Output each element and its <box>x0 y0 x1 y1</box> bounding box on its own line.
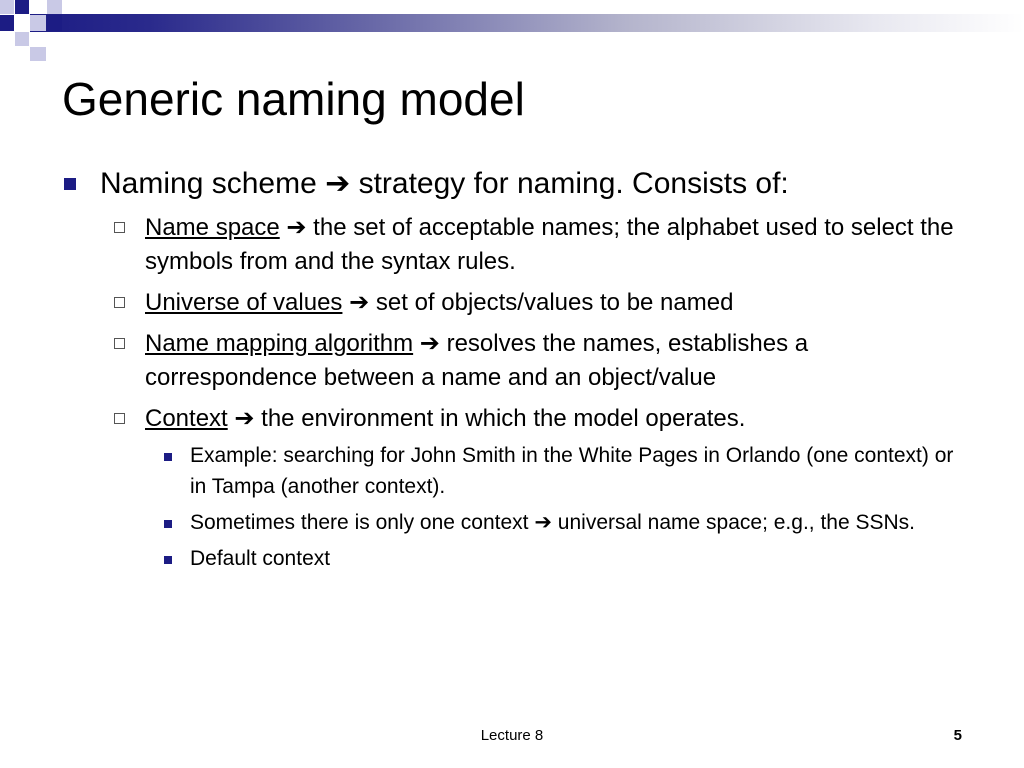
decor-square <box>15 0 29 14</box>
bullet-level3 <box>190 440 964 502</box>
small-square-bullet-icon <box>164 520 172 528</box>
hollow-square-bullet-icon <box>114 222 125 233</box>
bullet-text-rest: universal name space; e.g., the SSNs. <box>551 511 915 534</box>
hollow-square-bullet-icon <box>114 413 125 424</box>
term-universe-of-values: Universe of values <box>145 289 343 316</box>
decor-square <box>47 15 62 31</box>
hollow-square-bullet-icon <box>114 338 125 349</box>
right-arrow-icon: ➔ <box>325 166 351 201</box>
bullet-text: Default context <box>190 547 331 570</box>
header-gradient-bar <box>30 14 1024 32</box>
term-context: Context <box>145 405 228 432</box>
bullet-level1 <box>100 164 964 204</box>
bullet-level3 <box>190 507 964 538</box>
decor-square <box>0 15 14 31</box>
term-name-space: Name space <box>145 214 280 241</box>
right-arrow-icon: ➔ <box>419 329 440 357</box>
bullet-text: Example: searching for John Smith in the White Pages in Orlando (one context) or in Tampa (another context). <box>190 444 954 498</box>
bullet-text: Naming scheme <box>100 167 317 200</box>
footer-lecture-label: Lecture 8 <box>480 727 544 744</box>
decor-square <box>47 0 62 14</box>
bullet-level2 <box>145 210 964 279</box>
bullet-text-rest: strategy for naming. Consists of: <box>350 167 789 200</box>
small-square-bullet-icon <box>164 453 172 461</box>
slide-title: Generic naming model <box>62 73 525 125</box>
page-number: 5 <box>953 727 962 744</box>
bullet-text: Sometimes there is only one context <box>190 511 529 534</box>
bullet-text-rest: the set of acceptable names; the alphabet used to select the symbols from and the syntax rules. <box>145 214 954 275</box>
decor-square <box>15 32 29 46</box>
small-square-bullet-icon <box>164 556 172 564</box>
bullet-level3 <box>190 543 964 574</box>
bullet-text-rest: the environment in which the model operates. <box>254 405 746 432</box>
decor-square <box>30 15 46 31</box>
hollow-square-bullet-icon <box>114 297 125 308</box>
square-bullet-icon <box>64 178 76 190</box>
bullet-text-rest: resolves the names, establishes a correspondence between a name and an object/value <box>145 330 809 391</box>
decor-square <box>30 47 46 61</box>
bullet-level2 <box>145 401 964 436</box>
right-arrow-icon: ➔ <box>349 288 370 316</box>
bullet-level2 <box>145 285 964 320</box>
bullet-level2 <box>145 326 964 395</box>
right-arrow-icon: ➔ <box>286 213 307 241</box>
slide-body <box>0 164 1024 574</box>
right-arrow-icon: ➔ <box>234 404 255 432</box>
right-arrow-icon: ➔ <box>534 510 552 534</box>
decor-square <box>0 0 14 14</box>
term-name-mapping-algorithm: Name mapping algorithm <box>145 330 414 357</box>
bullet-text-rest: set of objects/values to be named <box>369 289 734 316</box>
